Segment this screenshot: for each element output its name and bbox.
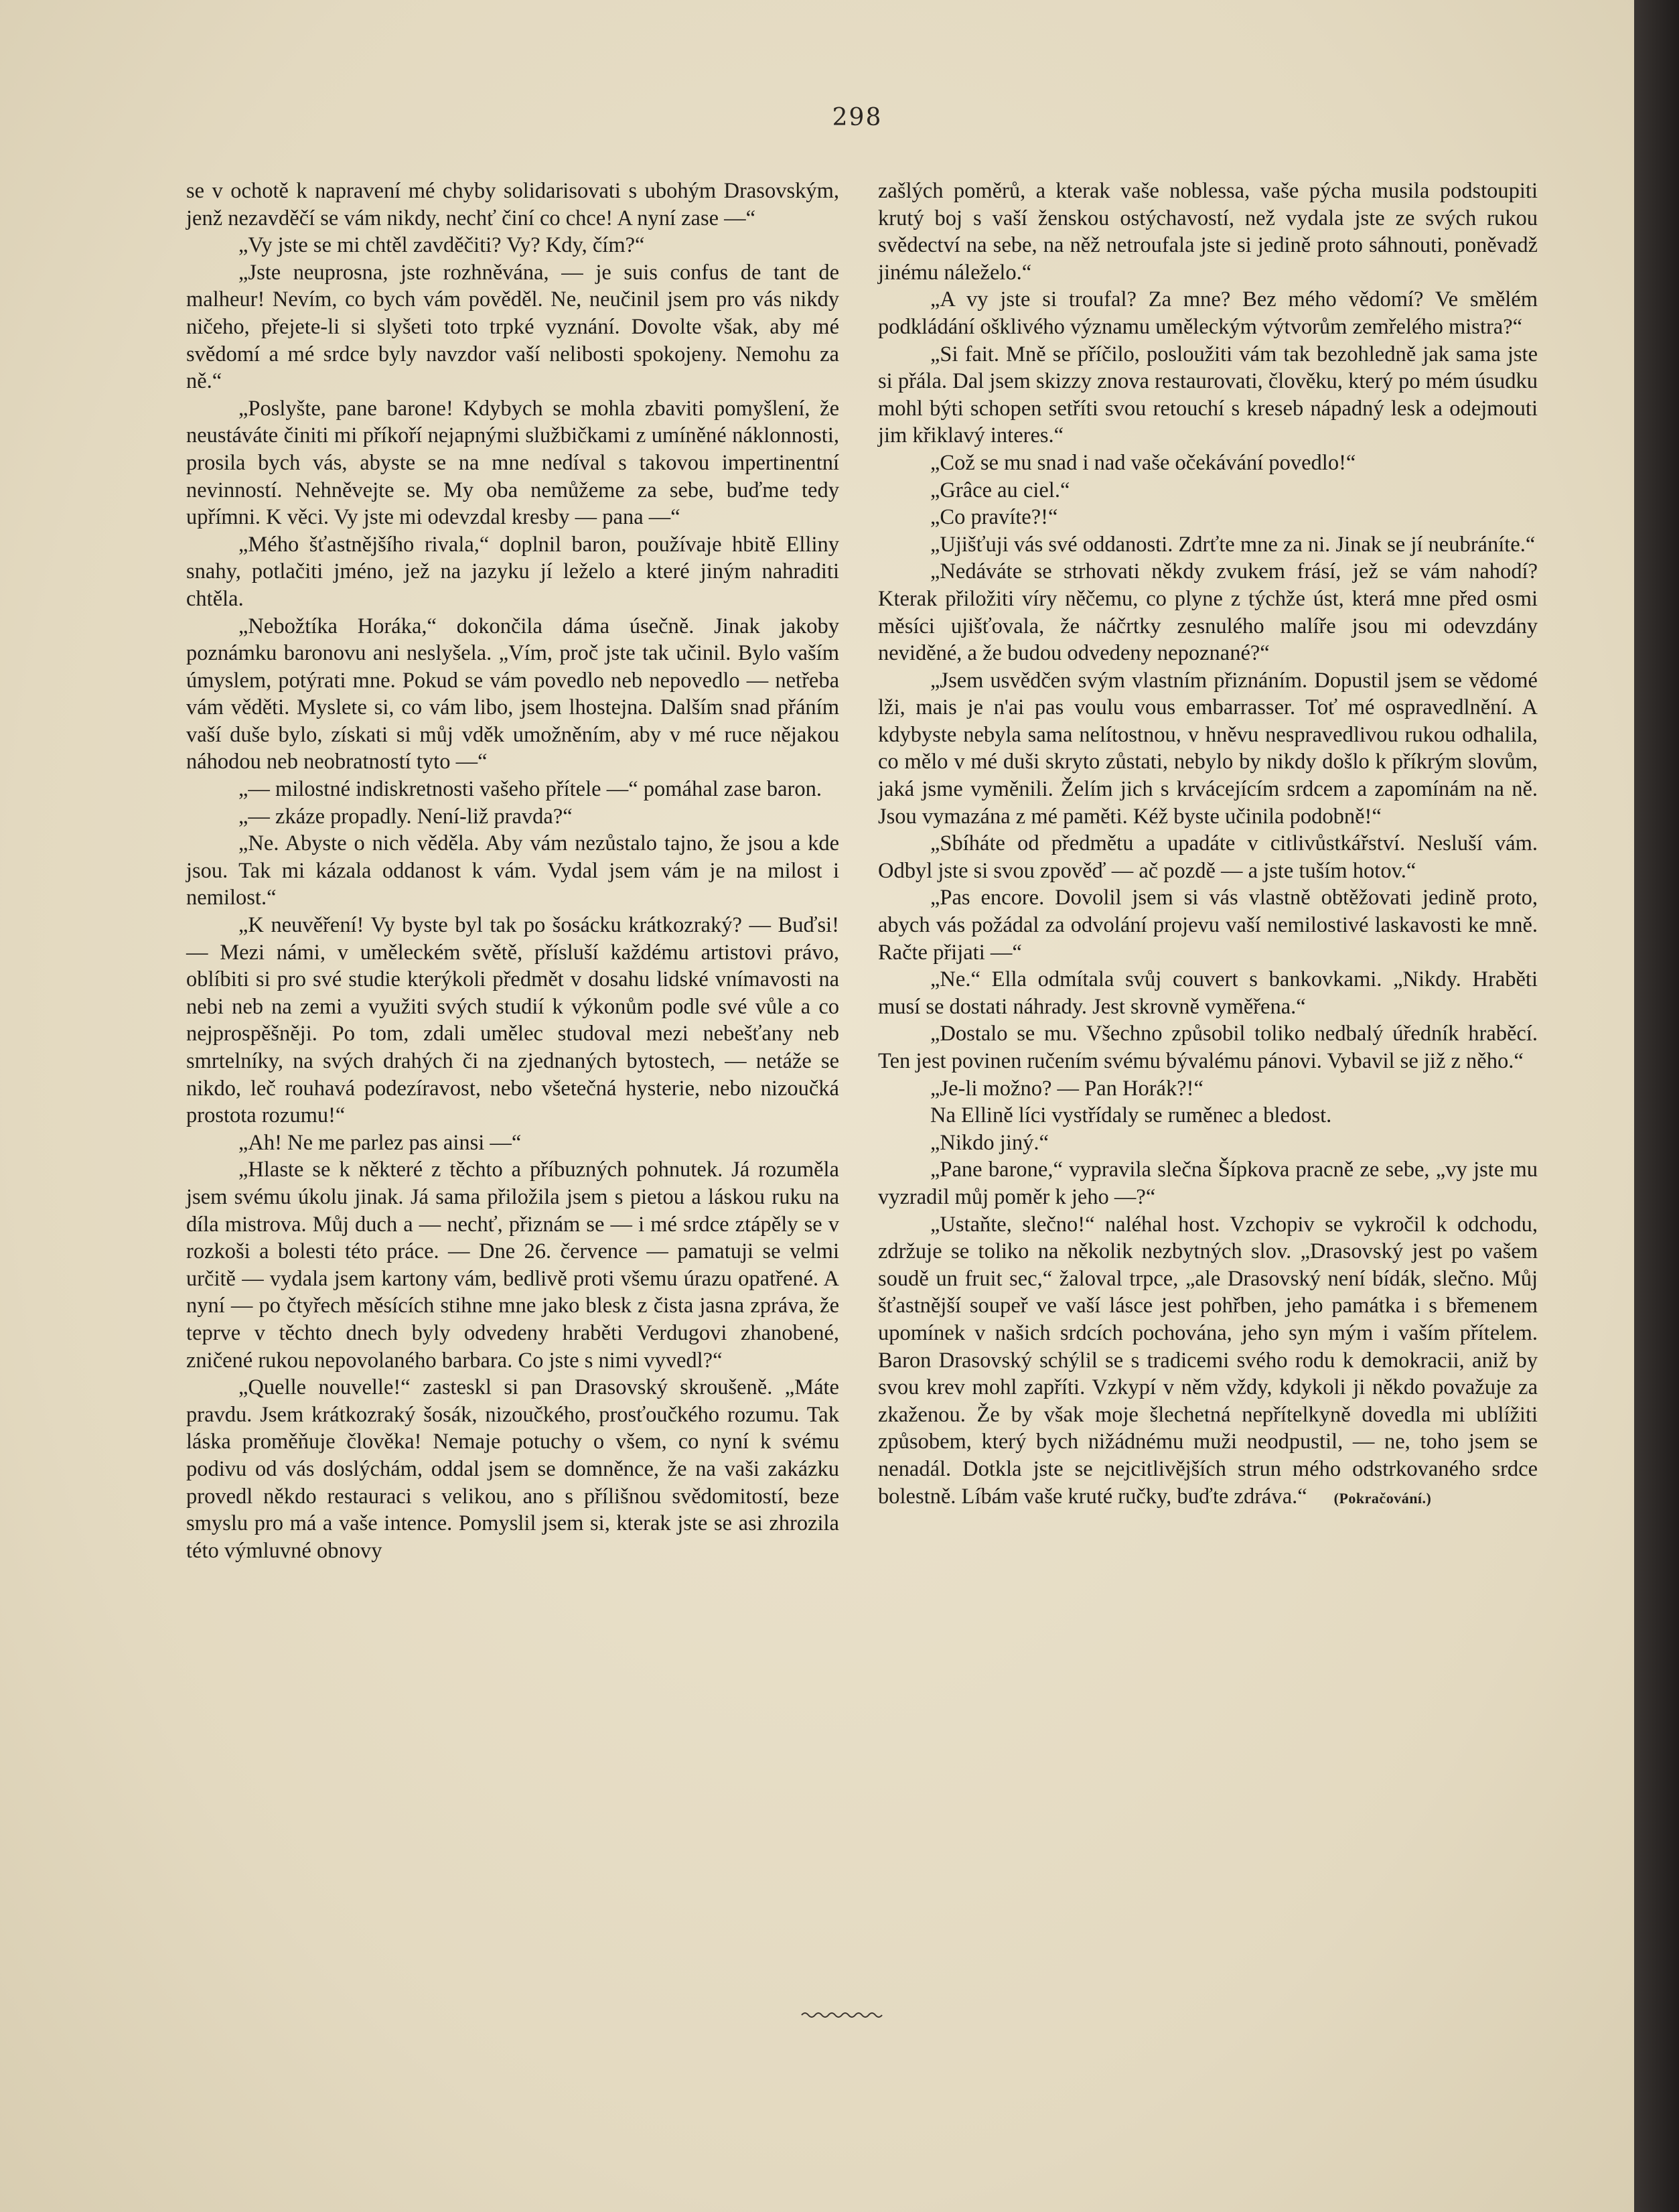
- paragraph: „Grâce au ciel.“: [930, 478, 1070, 502]
- paragraph: „Hlaste se k některé z těchto a příbuzných pohnutek. Já rozuměla jsem svému úkolu jinak. Já sama přiložila jsem s pietou a láskou ruku na díla mistrova. Můj duch a — nechť, přiznám se — i mé srdce ztápěly se v rozkoši a bolesti této práce. — Dne 26. července — pamatuji se velmi určitě — vydala jsem kartony vám, bedlivě proti všemu úrazu opatřené. A nyní — po čtyřech měsících stihne mne jako blesk z čista jasna zpráva, že teprve v těchto dnech byly odvedeny hraběti Verdugovi zhanobené, zničené rukou nepovolaného barbara. Co jste s nimi vyvedl?“: [186, 1158, 839, 1373]
- right-column: [878, 178, 1538, 1512]
- paragraph: se v ochotě k napravení mé chyby solidarisovati s ubohým Drasovským, jenž nezavděčí se vám nikdy, nechť činí co chce! A nyní zase —“: [186, 179, 839, 230]
- paragraph: „Jsem usvědčen svým vlastním přiznáním. Dopustil jsem se vědomé lži, mais je n'ai pas voulu vous embarrasser. Toť mé ospravedlnění. A kdybyste nebyla sama nelítostnou, v hněvu nespravedlivou rukou odhalila, co mělo v mé duši skryto zůstati, nebylo by nikdy došlo k příkrým slovům, jaká jsme vyměnili. Želím jich s krvácejícím srdcem a zapomínám na ně. Jsou vymazána z mé paměti. Kéž byste učinila podobně!“: [878, 668, 1538, 829]
- final-paragraph-text: „Ustaňte, slečno!“ naléhal host. Vzchopiv se vykročil k odchodu, zdržuje se toliko na několik nezbytných slov. „Drasovský jest po vašem soudě un fruit sec,“ žaloval trpce, „ale Drasovský není bídák, slečno. Můj šťastnější soupeř ve vaší lásce jest pohřben, jeho památka i s břemenem upomínek v našich srdcích pochována, jeho syn mým i vaším přítelem. Baron Drasovský schýlil se s tradicemi svého rodu k demokracii, aniž by svou krev mohl zapříti. Vzkypí v něm vždy, kdykoli ji někdo považuje za zkaženou. Že by však moje šlechetná nepřítelkyně dovedla mi ublížiti způsobem, který bych nižádnému muži neodpustil, — ne, toho jsem se nenadál. Dotkla jste se nejcitlivějších strun mého odstrkovaného srdce bolestně. Líbám vaše kruté ručky, buďte zdráva.“: [878, 1212, 1538, 1509]
- paragraph: Na Ellině líci vystřídaly se ruměnec a bledost.: [930, 1103, 1332, 1128]
- paragraph: „— zkáze propadly. Není-liž pravda?“: [238, 804, 573, 829]
- paragraph: zašlých poměrů, a kterak vaše noblessa, vaše pýcha musila podstoupiti krutý boj s vaší ženskou ostýchavostí, než vydala jste ze svých rukou svědectví na sebe, na něž netroufala jste si jedině proto sáhnouti, poněvadž jinému náleželo.“: [878, 179, 1538, 285]
- paragraph: „Co pravíte?!“: [930, 505, 1058, 530]
- final-paragraph: [878, 1211, 1538, 1513]
- paragraph: „K neuvěření! Vy byste byl tak po šosácku krátkozraký? — Buďsi! — Mezi námi, v uměleckém světě, přísluší každému artistovi právo, oblíbiti si pro své studie kterýkoli předmět v dosahu lidské vnímavosti na nebi neb na zemi a využiti svých studií k výkonům podle své vůle a co nejprospěšněji. Po tom, zdali umělec studoval mezi nebešťany neb smrtelníky, na svých drahých či na zjednaných bytostech, — netáže se nikdo, leč rouhavá podezíravost, nebo všetečná hysterie, nebo nizoučká prostota rozumu!“: [186, 913, 839, 1128]
- paragraph: „Nikdo jiný.“: [930, 1130, 1049, 1155]
- paragraph: „Vy jste se mi chtěl zavděčiti? Vy? Kdy, čím?“: [238, 233, 645, 258]
- paragraph: „— milostné indiskretnosti vašeho přítele —“ pomáhal zase baron.: [238, 777, 822, 802]
- paragraph: „Sbíháte od předmětu a upadáte v citlivůstkářství. Nesluší vám. Odbyl jste si svou zpověď — ač pozdě — a jste tuším hotov.“: [878, 831, 1538, 883]
- paragraph: „A vy jste si troufal? Za mne? Bez mého vědomí? Ve smělém podkládání ošklivého významu uměleckým výtvorům zemřelého mistra?“: [878, 287, 1538, 339]
- paragraph: „Jste neuprosna, jste rozhněvána, — je suis confus de tant de malheur! Nevím, co bych vám pověděl. Ne, neučinil jsem pro vás nikdy ničeho, přejete-li si slyšeti toto trpké vyznání. Dovolte však, aby mé svědomí a mé srdce byly navzdor vaší nelibosti spokojeny. Nemohu za ně.“: [186, 260, 839, 394]
- paragraph: „Mého šťastnějšího rivala,“ doplnil baron, používaje hbitě Elliny snahy, potlačiti jméno, jež na jazyku jí leželo a které jiným nahraditi chtěla.: [186, 532, 839, 611]
- paragraph: „Pas encore. Dovolil jsem si vás vlastně obtěžovati jedině proto, abych vás požádal za odvolání projevu vaší nemilostivé laskavosti ke mně. Račte přijati —“: [878, 886, 1538, 965]
- paragraph: „Ujišťuji vás své oddanosti. Zdrťte mne za ni. Jinak se jí neubráníte.“: [930, 532, 1536, 557]
- left-column: [186, 178, 839, 1564]
- continued-note: (Pokračování.): [1333, 1489, 1432, 1507]
- paragraph: „Poslyšte, pane barone! Kdybych se mohla zbaviti pomyšlení, že neustáváte činiti mi příkoří nejapnými službičkami z umíněné náklonnosti, prosila bych vás, abyste se na mne nedíval s takovou impertinentní nevinností. Nehněvejte se. My oba nemůžeme za sebe, buďme tedy upřímni. K věci. Vy jste mi odevzdal kresby — pana —“: [186, 396, 839, 530]
- paragraph: „Pane barone,“ vypravila slečna Šípkova pracně ze sebe, „vy jste mu vyzradil můj poměr k jeho —?“: [878, 1158, 1538, 1209]
- paragraph: „Dostalo se mu. Všechno způsobil toliko nedbalý úředník hraběcí. Ten jest povinen ručením svému bývalému pánovi. Vybavil se již z něho.“: [878, 1022, 1538, 1073]
- book-binding-edge: [1634, 0, 1679, 2212]
- paragraph: „Je-li možno? — Pan Horák?!“: [930, 1076, 1203, 1101]
- paragraph: „Což se mu snad i nad vaše očekávání povedlo!“: [930, 450, 1356, 475]
- ornamental-rule: [800, 2010, 887, 2019]
- paragraph: „Si fait. Mně se příčilo, posloužiti vám tak bezohledně jak sama jste si přála. Dal jsem skizzy znova restaurovati, člověku, který po mém úsudku mohl býti schopen setříti svou retouchí s kreseb nápadný lesk a odejmouti jim křiklavý interes.“: [878, 342, 1538, 448]
- paragraph: „Nebožtíka Horáka,“ dokončila dáma úsečně. Jinak jakoby poznámku baronovu ani neslyšela. „Vím, proč jste tak učinil. Bylo vaším úmyslem, potýrati mne. Pokud se vám povedlo neb nepovedlo — netřeba vám věděti. Myslete si, co vám libo, jsem lhostejna. Dalším snad přáním vaší duše bylo, získati si můj vděk umožněním, aby v mé ruce nějakou náhodou neb neobratností tyto —“: [186, 614, 839, 774]
- paragraph: „Ne. Abyste o nich věděla. Aby vám nezůstalo tajno, že jsou a kde jsou. Tak mi kázala oddanost k vám. Vydal jsem vám je na milost i nemilost.“: [186, 831, 839, 910]
- paragraph: „Quelle nouvelle!“ zasteskl si pan Drasovský skroušeně. „Máte pravdu. Jsem krátkozraký šosák, nizoučkého, prosťoučkého rozumu. Tak láska proměňuje člověka! Nemaje potuchy o všem, co nyní k svému podivu od vás doslýchám, oddal jsem se domněnce, že na vaši zakázku provedl někdo restauraci s velikou, ano s přílišnou svědomitostí, beze smyslu pro má a vaše intence. Pomyslil jsem si, kterak jste se asi zhrozila této výmluvné obnovy: [186, 1375, 839, 1563]
- paragraph: „Nedáváte se strhovati někdy zvukem frásí, jež se vám nahodí? Kterak přiložiti víry něčemu, co plyne z týchže úst, která mne před osmi měsíci ujišťovala, že náčrtky zesnulého malíře jsou mi odevzdány neviděné, a že budou odvedeny nepoznané?“: [878, 559, 1538, 666]
- paragraph: „Ah! Ne me parlez pas ainsi —“: [238, 1130, 522, 1155]
- page-number: 298: [832, 104, 883, 131]
- paragraph: „Ne.“ Ella odmítala svůj couvert s bankovkami. „Nikdy. Hraběti musí se dostati náhrady. Jest skrovně vyměřena.“: [878, 967, 1538, 1019]
